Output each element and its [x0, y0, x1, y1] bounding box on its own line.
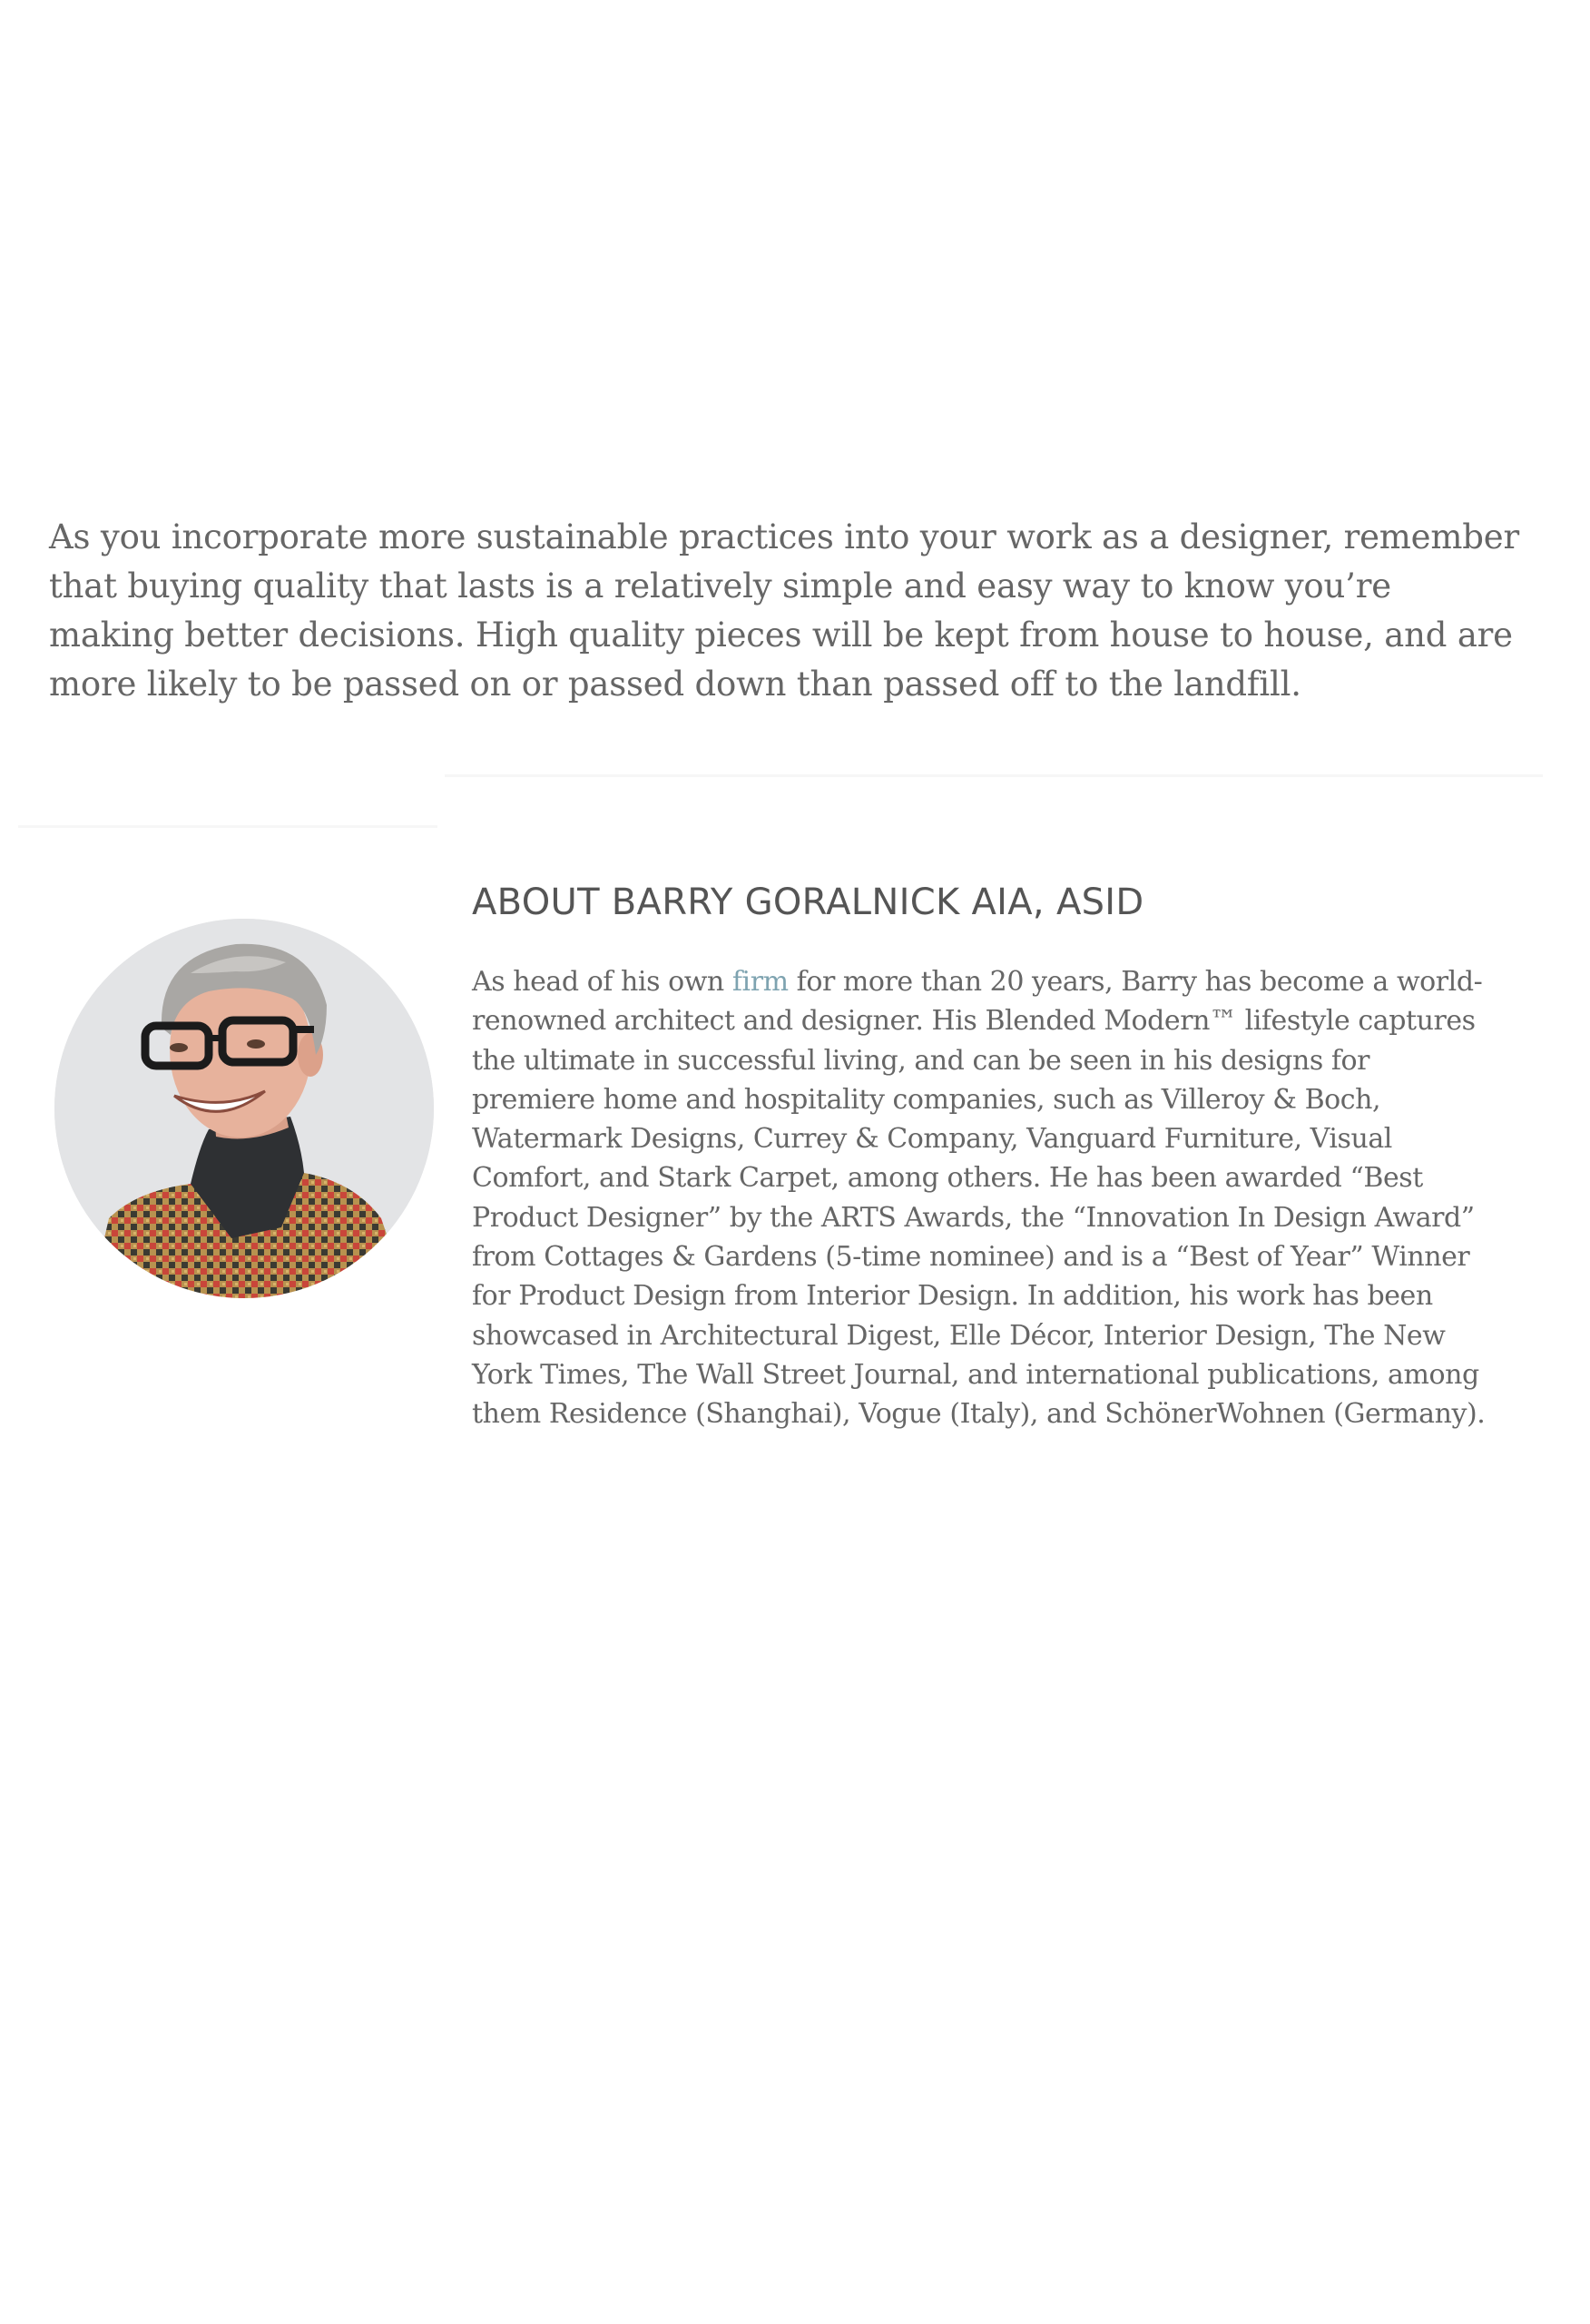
author-bio: [472, 962, 1497, 1434]
author-portrait-icon: [54, 919, 434, 1298]
firm-link[interactable]: firm: [731, 966, 789, 998]
author-bio-text: for more than 20 years, Barry has become a world-renowned architect and designer. His Blended Modern™ lifestyle captures the ultimate in successful living, and can be seen in his designs for premiere home and hospitality companies, such as Villeroy & Boch, Watermark Designs, Currey & Company, Vanguard Furniture, Visual Comfort, and Stark Carpet, among others. He has been awarded “Best Product Designer” by the ARTS Awards, the “Innovation In Design Award” from Cottages & Gardens (5-time nominee) and is a “Best of Year” Winner for Product Design from Interior Design. In addition, his work has been showcased in Architectural Digest, Elle Décor, Interior Design, The New York Times, The Wall Street Journal, and international publications, among them Residence (Shanghai), Vogue (Italy), and SchönerWohnen (Germany).: [472, 966, 1486, 1431]
section-divider: [18, 825, 437, 828]
article-closing-paragraph: As you incorporate more sustainable practices into your work as a designer, remember that buying quality that lasts is a relatively simple and easy way to know you’re making better decisions. High quality pieces will be kept from house to house, and are more likely to be passed on or passed down than passed off to the landfill.: [49, 517, 1519, 704]
section-divider: [445, 774, 1543, 777]
author-box-heading: ABOUT BARRY GORALNICK AIA, ASID: [472, 881, 1144, 923]
author-photo: [54, 919, 434, 1298]
author-bio-text: As head of his own: [472, 966, 732, 998]
